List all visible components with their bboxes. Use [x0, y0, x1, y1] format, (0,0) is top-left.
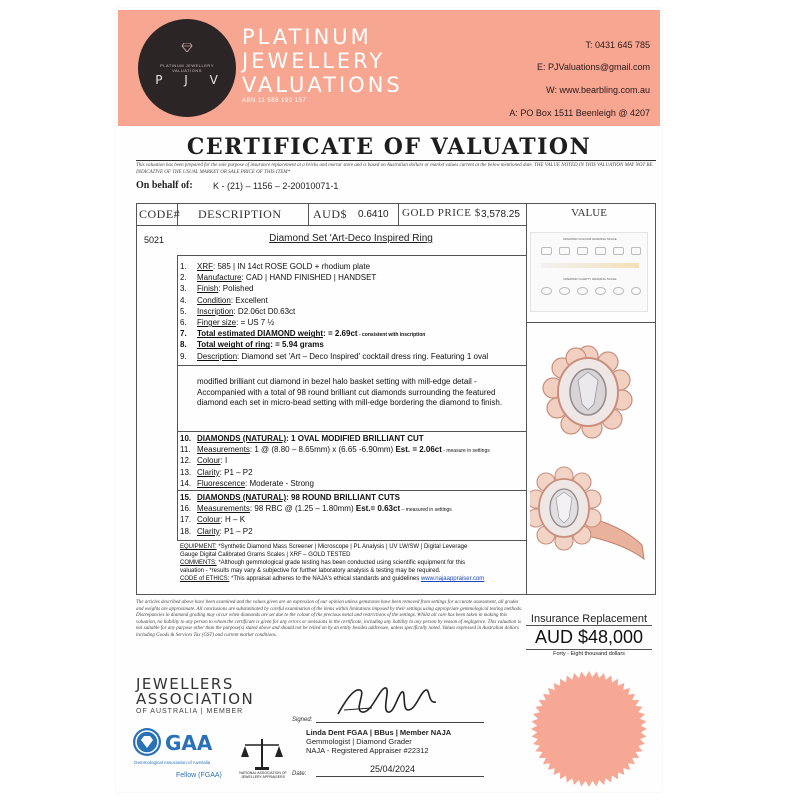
colour-scale-title: DIAMOND COLOUR GRADING SCALE: [563, 237, 617, 241]
insurance-amount-words: Forty - Eight thousand dollars: [553, 651, 625, 657]
table-header-rule: [136, 225, 526, 226]
spec-line: 3. Finish: Polished: [180, 284, 254, 294]
seal-stamp: [530, 670, 648, 788]
diamond-icon: [577, 247, 588, 255]
spec-line: 9. Description: Diamond set 'Art – Deco Inspired' cocktail dress ring. Featuring 1 oval: [180, 351, 489, 361]
header-value: VALUE: [571, 207, 607, 219]
clarity-scale-title: DIAMOND CLARITY GRADING SCALE: [563, 277, 617, 281]
col-divider: [398, 203, 399, 225]
behalf-value: K - (21) – 1156 – 2-20010071-1: [213, 181, 339, 191]
header-code: CODE#: [139, 207, 181, 221]
spec-line: 6. Finger size: = US 7 ½: [180, 318, 275, 327]
aud-value: 0.6410: [358, 209, 389, 220]
equipment-line-2: Gauge Digital Calibrated Grams Scales | XRF – GOLD TESTED: [180, 552, 351, 558]
signed-label: Signed:: [292, 717, 313, 723]
ja-title-line-2: ASSOCIATION: [136, 690, 255, 708]
behalf-label: On behalf of:: [136, 180, 193, 191]
title-divider: [136, 160, 656, 161]
spec-line: 13. Clarity: P1 – P2: [180, 467, 253, 477]
header-description: DESCRIPTION: [198, 207, 282, 221]
spacer: [526, 598, 656, 599]
scales-icon: [237, 737, 287, 771]
ins-rule: [526, 649, 652, 650]
spec-top-rule: [177, 255, 526, 256]
ring-photo-side: [530, 463, 648, 585]
colour-scale-chart: [530, 232, 648, 312]
signature: [332, 680, 442, 724]
colour-gradient: [541, 263, 639, 268]
header-aud: AUD$: [313, 207, 347, 221]
spec-line: 8. Total weight of ring: = 5.94 grams: [180, 340, 324, 350]
brand-line-2: JEWELLERY: [242, 49, 386, 73]
fellow-badge: Fellow (FGAA): [176, 772, 222, 779]
ins-rule: [526, 625, 652, 626]
signer-role: Gemmologist | Diamond Grader: [306, 737, 412, 746]
brand-line-1: PLATINUM: [242, 25, 372, 49]
contact-email: E: PJValuations@gmail.com: [536, 62, 650, 72]
header-gold-price: GOLD PRICE $: [402, 207, 481, 219]
diamond-icon: [541, 247, 552, 255]
signer-registration: NAJA - Registered Appraiser #22312: [306, 746, 429, 755]
gaa-logo-text: GAA: [165, 731, 213, 755]
comments-line-2: valuation - *results may vary & subjective for further laboratory analysis & testing may be required.: [180, 568, 441, 574]
contact-phone: T: 0431 645 785: [585, 40, 650, 50]
logo-small-text: PLATINUM JEWELLERY VALUATIONS: [160, 63, 214, 73]
value-rule: [526, 322, 656, 323]
spec-rule: [177, 540, 526, 541]
spec-line: 17. Colour: H – K: [180, 515, 246, 525]
contact-web: W: www.bearbling.com.au: [546, 85, 650, 95]
diamond-icon: [559, 287, 570, 295]
page-title: CERTIFICATE OF VALUATION: [186, 134, 592, 160]
item-title: Diamond Set 'Art-Deco Inspired Ring: [269, 233, 433, 244]
signature-line: [316, 722, 484, 723]
spec-rule: [177, 431, 526, 432]
ring-photo-top: [530, 340, 648, 462]
spec-line: 15. DIAMONDS (NATURAL): 98 ROUND BRILLIANT CUTS: [180, 493, 400, 502]
date-label: Date:: [292, 771, 307, 777]
spec-line: 14. Fluorescence: Moderate - Strong: [180, 478, 314, 488]
spec-line: 11. Measurements: 1 @ (8.80 – 8.65mm) x (6.65 -6.90mm) Est. = 2.06ct - measure in settings: [180, 445, 490, 455]
naja-logo-text: NATIONAL ASSOCIATION OF JEWELLERY APPRAISERS: [239, 771, 287, 779]
diamond-icon: [577, 287, 588, 295]
logo-initials: P J V: [155, 73, 227, 87]
spec-line: 2. Manufacture: CAD | HAND FINISHED | HANDSET: [180, 273, 377, 283]
spec-left-border: [177, 255, 178, 540]
abn: ABN 11 588 192 157: [242, 98, 307, 104]
date-value: 25/04/2024: [370, 764, 416, 774]
header-banner: [118, 10, 660, 126]
signer-name: Linda Dent FGAA | BBus | Member NAJA: [306, 728, 452, 737]
signer-block: [306, 728, 451, 755]
spec-line: 7. Total estimated DIAMOND weight: = 2.69ct - consistent with inscription: [180, 329, 426, 339]
spec-rule: [177, 365, 526, 366]
diamond-icon: [613, 247, 624, 255]
footnote-disclaimer: The articles described above have been examined and the values given are an expression of our opinion unless gemstones have been removed from settings for accurate assessment, all grades and weights are approximate. All conclusions are substantiated by careful examination of the items within limitations imposed by their settings using appropriate gemmological testing methods. Discrepancies in diamond grading may occur when diamonds are set due to the colour of the precious metal and restrictions of the settings. Whilst all care has been taken in making this valuation, no liability to any person to whom the certificate is given for any errors or omissions in the certificate, including any liability to any person by reason of negligence. This valuation is not suitable for any purpose other than the purpose(s) stated above and should not be relied on by an entity besides addressee, unless specifically noted. Values expressed in Australian dollars including Goods & Services Tax (GST) and current market conditions.: [136, 600, 523, 638]
diamond-icon: [631, 247, 641, 255]
comments-line: COMMENTS: *Although gemmological grade testing has been conducted using scientific equipment for this: [180, 560, 466, 566]
gold-value: 3,578.25: [481, 209, 520, 220]
description-body: modified brilliant cut diamond in bezel halo basket setting with mill-edge detail - Accompanied with a total of 98 round brilliant cut diamonds surrounding the featured diamond each set in micro-bead setting with mill-edge bordering the diamond to finish.: [197, 377, 503, 407]
spec-line: 12. Colour: I: [180, 456, 228, 466]
diamond-icon: [631, 287, 641, 295]
item-code: 5021: [144, 235, 165, 245]
disclaimer: This valuation has been prepared for the sole purpose of insurance replacement at a bricks and mortar store and is based on Australian dollars or market values current at the below mentioned date. THE VALUE NOTED IN THIS VALUATION MAY NOT BE INDICATIVE OF THE USUAL MARKET OR SALE PRICE OF THIS ITEM*: [136, 163, 653, 175]
spec-line: 10. DIAMONDS (NATURAL): 1 OVAL MODIFIED BRILLIANT CUT: [180, 434, 424, 443]
diamond-icon: [613, 287, 624, 295]
ja-subtitle: OF AUSTRALIA | MEMBER: [136, 708, 244, 715]
spec-rule: [177, 490, 526, 491]
col-divider: [308, 203, 309, 225]
spec-line: 1. XRF: 585 | IN 14ct ROSE GOLD + rhodium plate: [180, 262, 371, 271]
ja-title-line-1: JEWELLERS: [136, 675, 234, 693]
insurance-label: Insurance Replacement: [530, 613, 648, 625]
equipment-line: EQUIPMENT: *Synthetic Diamond Mass Screener | Microscope | PL Analysis | UV LW/SW | Digital Leverage: [180, 544, 468, 550]
diamond-icon: [595, 287, 606, 295]
diamond-icon: [595, 247, 606, 255]
logo: [138, 19, 236, 117]
ethics-line: CODE of ETHICS: *This appraisal adheres to the NAJA's ethical standards and guidelines www.najaappraiser.com: [180, 576, 485, 582]
brand-line-3: VALUATIONS: [242, 73, 403, 97]
naja-link[interactable]: www.najaappraiser.com: [420, 576, 485, 582]
gaa-subtitle: Gemmological Association of Australia: [134, 760, 211, 765]
insurance-amount: AUD $48,000: [534, 627, 644, 647]
spec-line: 5. Inscription: D2.06ct D0.63ct: [180, 306, 296, 316]
value-col-divider: [526, 203, 527, 595]
gaa-logo-icon: [133, 728, 161, 756]
date-line: [316, 776, 484, 777]
spec-line: 18. Clarity: P1 – P2: [180, 526, 253, 536]
spec-line: 4. Condition: Excellent: [180, 295, 268, 305]
diamond-icon: [181, 43, 193, 52]
diamond-icon: [559, 247, 570, 255]
spec-line: 16. Measurements: 98 RBC @ (1.25 – 1.80mm) Est.= 0.63ct – measured in settings: [180, 504, 452, 514]
diamond-icon: [541, 287, 552, 295]
contact-address: A: PO Box 1511 Beenleigh @ 4207: [509, 108, 650, 118]
